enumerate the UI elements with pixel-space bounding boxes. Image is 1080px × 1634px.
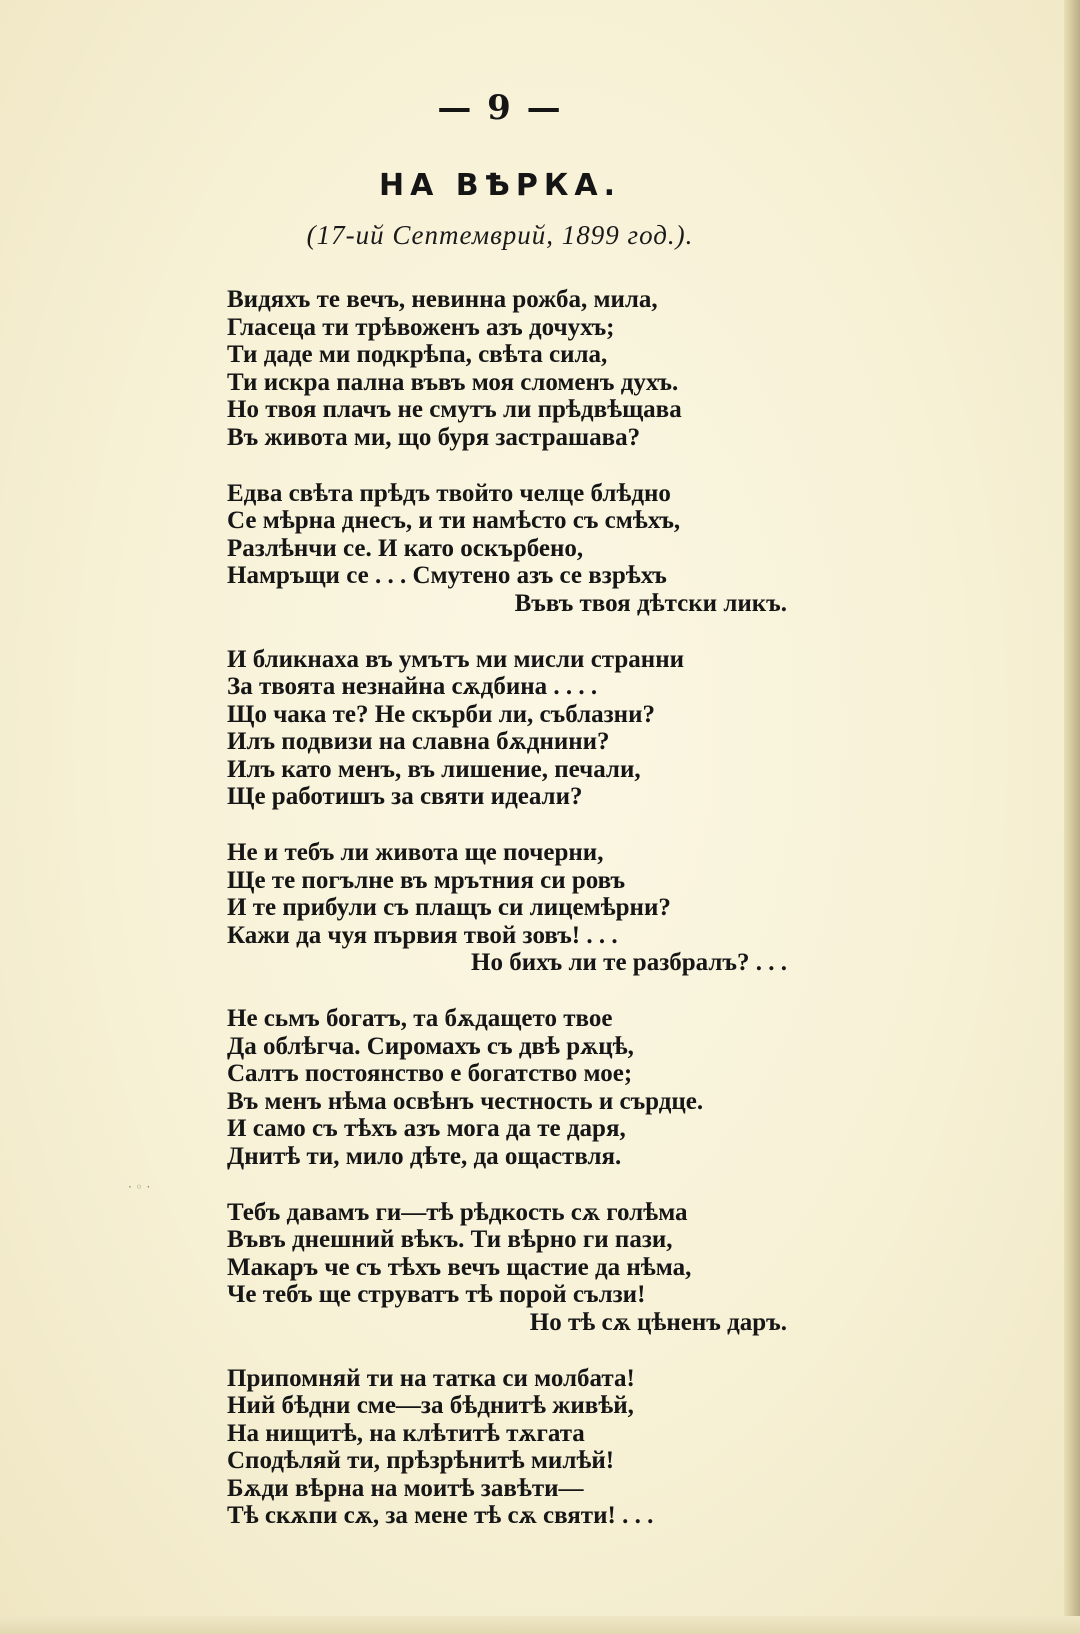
stanza-4 <box>227 839 787 977</box>
stanza-5 <box>227 1005 787 1170</box>
poem-line: Тѣ скѫпи сѫ, за мене тѣ сѫ святи! . . . <box>227 1502 654 1529</box>
poem-line: Въвъ твоя дѣтски ликъ. <box>514 589 787 617</box>
poem-line: На нищитѣ, на клѣтитѣ тѫгата <box>227 1419 585 1447</box>
poem-line: И бликнаха въ умътъ ми мисли странни <box>227 645 685 673</box>
poem-line: Не и тебъ ли живота ще почерни, <box>227 839 604 866</box>
page-number: — 9 — <box>437 88 563 128</box>
poem-line: Кажи да чуя първия твой зовъ! . . . <box>227 921 618 949</box>
poem-line: Въвъ днешний вѣкъ. Ти вѣрно ги пази, <box>227 1226 673 1253</box>
poem-line: Ти искра пална въвъ моя сломенъ духъ. <box>227 368 679 396</box>
poem-line: Не сьмъ богатъ, та бѫдащето твое <box>227 1005 613 1032</box>
poem-line: Въ менъ нѣма освѣнъ честность и сърдце. <box>227 1087 704 1115</box>
poem-line: Ний бѣдни сме—за бѣднитѣ живѣй, <box>227 1392 634 1419</box>
poem-line: Салтъ постоянство е богатство мое; <box>227 1060 633 1087</box>
stanza-3 <box>227 646 787 811</box>
paper-speck: · ◦ · <box>128 1180 151 1194</box>
stanza-1 <box>227 286 787 451</box>
poem-line: Бѫди вѣрна на моитѣ завѣти— <box>227 1474 584 1502</box>
poem-line: Въ живота ми, що буря застрашава? <box>227 423 641 451</box>
poem-line: Тебъ давамъ ги—тѣ рѣдкость сѫ голѣма <box>227 1198 688 1226</box>
poem-line: Днитѣ ти, мило дѣте, да ощаствля. <box>227 1142 622 1170</box>
poem-line: Що чака те? Не скърби ли, съблазни? <box>227 700 655 728</box>
poem-line: Гласеца ти трѣвоженъ азъ дочухъ; <box>227 313 615 341</box>
poem-line: Ще работишъ за святи идеали? <box>227 783 583 810</box>
poem-line: Едва свѣта прѣдъ твойто челце блѣдно <box>227 479 671 507</box>
poem-body <box>227 286 787 1558</box>
poem-title: НА ВѢРКА. <box>379 168 621 203</box>
poem-line: Но тѣ сѫ цѣненъ даръ. <box>529 1308 787 1336</box>
stanza-7 <box>227 1365 787 1530</box>
poem-line: Че тебъ ще струватъ тѣ порой сълзи! <box>227 1281 646 1308</box>
poem-line: Но бихъ ли те разбралъ? . . . <box>471 949 787 976</box>
poem-date-subtitle: (17-ий Септемврий, 1899 год.). <box>306 220 694 250</box>
page-bottom-edge <box>0 1616 1080 1634</box>
poem-line: И само съ тѣхъ азъ мога да те даря, <box>227 1115 626 1142</box>
stanza-6 <box>227 1199 787 1337</box>
poem-line: За твоята незнайна сѫдбина . . . . <box>227 673 598 700</box>
poem-line: Да облѣгча. Сиромахъ съ двѣ рѫцѣ, <box>227 1032 634 1060</box>
poem-line: Илъ подвизи на славна бѫднини? <box>227 728 610 755</box>
poem-line: И те прибули съ плащъ си лицемѣрни? <box>227 894 671 921</box>
poem-line: Ще те погълне въ мрътния си ровъ <box>227 866 626 894</box>
page-edge <box>1064 0 1080 1634</box>
poem-line: Макаръ че съ тѣхъ вечъ щастие да нѣма, <box>227 1253 692 1281</box>
poem-line: Разлѣнчи се. И като оскърбено, <box>227 534 584 562</box>
stanza-2 <box>227 480 787 618</box>
poem-line: Припомняй ти на татка си молбата! <box>227 1364 635 1392</box>
poem-line: Видяхъ те вечъ, невинна рожба, мила, <box>227 286 658 313</box>
poem-line: Ти даде ми подкрѣпа, свѣта сила, <box>227 341 608 368</box>
poem-line: Илъ като менъ, въ лишение, печали, <box>227 755 641 783</box>
poem-line: Се мѣрна днесъ, и ти намѣсто съ смѣхъ, <box>227 507 681 534</box>
poem-line: Сподѣляй ти, прѣзрѣнитѣ милѣй! <box>227 1447 615 1474</box>
poem-line: Намръщи се . . . Смутено азъ се взрѣхъ <box>227 562 667 589</box>
poem-line: Но твоя плачъ не смутъ ли прѣдвѣщава <box>227 396 682 423</box>
